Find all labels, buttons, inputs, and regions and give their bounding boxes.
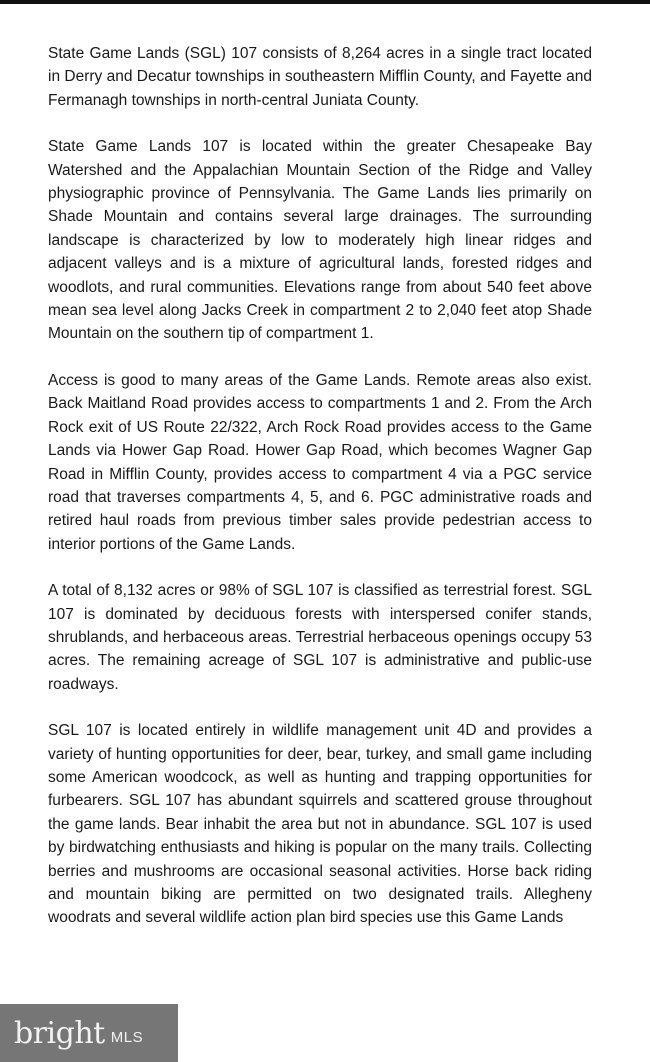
paragraph-location: State Game Lands 107 is located within the greater Chesapeake Bay Watershed and the Appalachian Mountain Section of the Ridge and Valley physiographic province of Pennsylvania. The Game Lands lies primarily on Shade Mountain and contains several large drainages. The surrounding landscape is characterized by low to moderately high linear ridges and adjacent valleys and is a mixture of agricultural lands, forested ridges and woodlots, and rural communities. Elevations range from about 540 feet above mean sea level along Jacks Creek in compartment 2 to 2,040 feet atop Shade Mountain on the southern tip of compartment 1. [48,138,592,343]
bright-logo: bright [14,1015,105,1051]
paragraph-forest: A total of 8,132 acres or 98% of SGL 107 is classified as terrestrial forest. SGL 107 is dominated by deciduous forests with interspersed conifer stands, shrublands, and herbaceous areas. Terrestrial herbaceous openings occupy 53 acres. The remaining acreage of SGL 107 is administrative and public-use roadways. [48,582,592,693]
bright-mls-watermark [0,1004,178,1062]
top-edge-bar [0,0,650,4]
mls-label: MLS [110,1028,144,1046]
paragraph-wildlife: SGL 107 is located entirely in wildlife management unit 4D and provides a variety of hunting opportunities for deer, bear, turkey, and small game including some American woodcock, as well as hunting and trapping opportunities for furbearers. SGL 107 has abundant squirrels and scattered grouse throughout the game lands. Bear inhabit the area but not in abundance. SGL 107 is used by birdwatching enthusiasts and hiking is popular on the many trails. Collecting berries and mushrooms are occasional seasonal activities. Horse back riding and mountain biking are permitted on two designated trails. Allegheny woodrats and several wildlife action plan bird species use this Game Lands [48,722,592,927]
paragraph-access: Access is good to many areas of the Game Lands. Remote areas also exist. Back Maitland Road provides access to compartments 1 and 2. From the Arch Rock exit of US Route 22/322, Arch Rock Road provides access to the Game Lands via Hower Gap Road. Hower Gap Road, which becomes Wagner Gap Road in Mifflin County, provides access to compartment 4 via a PGC service road that traverses compartments 4, 5, and 6. PGC administrative roads and retired haul roads from previous timber sales provide pedestrian access to interior portions of the Game Lands. [48,371,592,553]
paragraph-overview: State Game Lands (SGL) 107 consists of 8,264 acres in a single tract located in Derry and Decatur townships in southeastern Mifflin County, and Fayette and Fermanagh townships in north-central Juniata County. [48,45,592,109]
document-body [48,42,592,953]
